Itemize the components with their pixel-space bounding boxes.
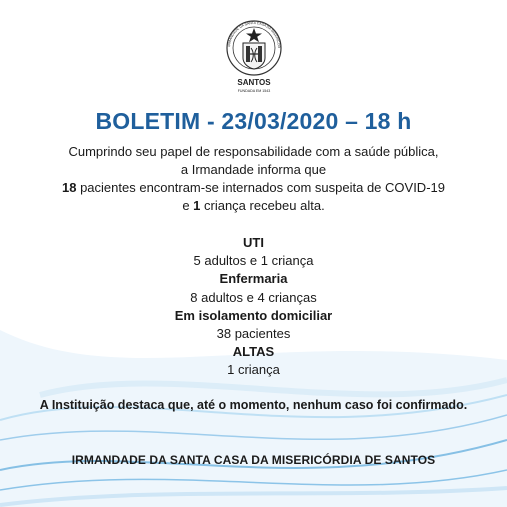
- footer-institution-name: IRMANDADE DA SANTA CASA DA MISERICÓRDIA DE SANTOS: [71, 453, 436, 467]
- discharge-text: criança recebeu alta.: [200, 198, 325, 213]
- santa-casa-logo: [214, 14, 294, 98]
- hospitalized-count: 18: [62, 180, 77, 195]
- enfermaria-value: 8 adultos e 4 crianças: [190, 289, 317, 305]
- intro-line-2: a Irmandade informa que: [180, 162, 327, 177]
- hospitalized-text: pacientes encontram-se internados com suspeita de COVID-19: [76, 180, 445, 195]
- enfermaria-label: Enfermaria: [219, 271, 288, 287]
- isolamento-label: Em isolamento domiciliar: [174, 307, 333, 323]
- statistics-list: [20, 234, 487, 380]
- intro-line-1: Cumprindo seu papel de responsabilidade com a saúde pública,: [68, 144, 439, 159]
- logo-ring-text: IRMANDADE DA SANTA CASA DA MISERICÓR: [227, 20, 282, 49]
- intro-line-3: [20, 179, 487, 197]
- bulletin-title: BOLETIM - 23/03/2020 – 18 h: [95, 108, 412, 134]
- uti-value: 5 adultos e 1 criança: [193, 253, 314, 269]
- altas-value: 1 criança: [227, 362, 280, 378]
- uti-label: UTI: [243, 235, 264, 250]
- discharged-count: 1: [193, 198, 201, 213]
- logo-name: SANTOS: [237, 78, 271, 87]
- logo-founded: FUNDADA EM 1543: [237, 89, 271, 93]
- intro-line-4: [20, 197, 487, 215]
- intro-paragraph: [20, 143, 487, 215]
- isolamento-value: 38 pacientes: [216, 326, 291, 342]
- discharge-prefix: e: [182, 198, 194, 213]
- altas-label: ALTAS: [232, 344, 275, 360]
- institution-note: A Instituição destaca que, até o momento, nenhum caso foi confirmado.: [39, 398, 468, 412]
